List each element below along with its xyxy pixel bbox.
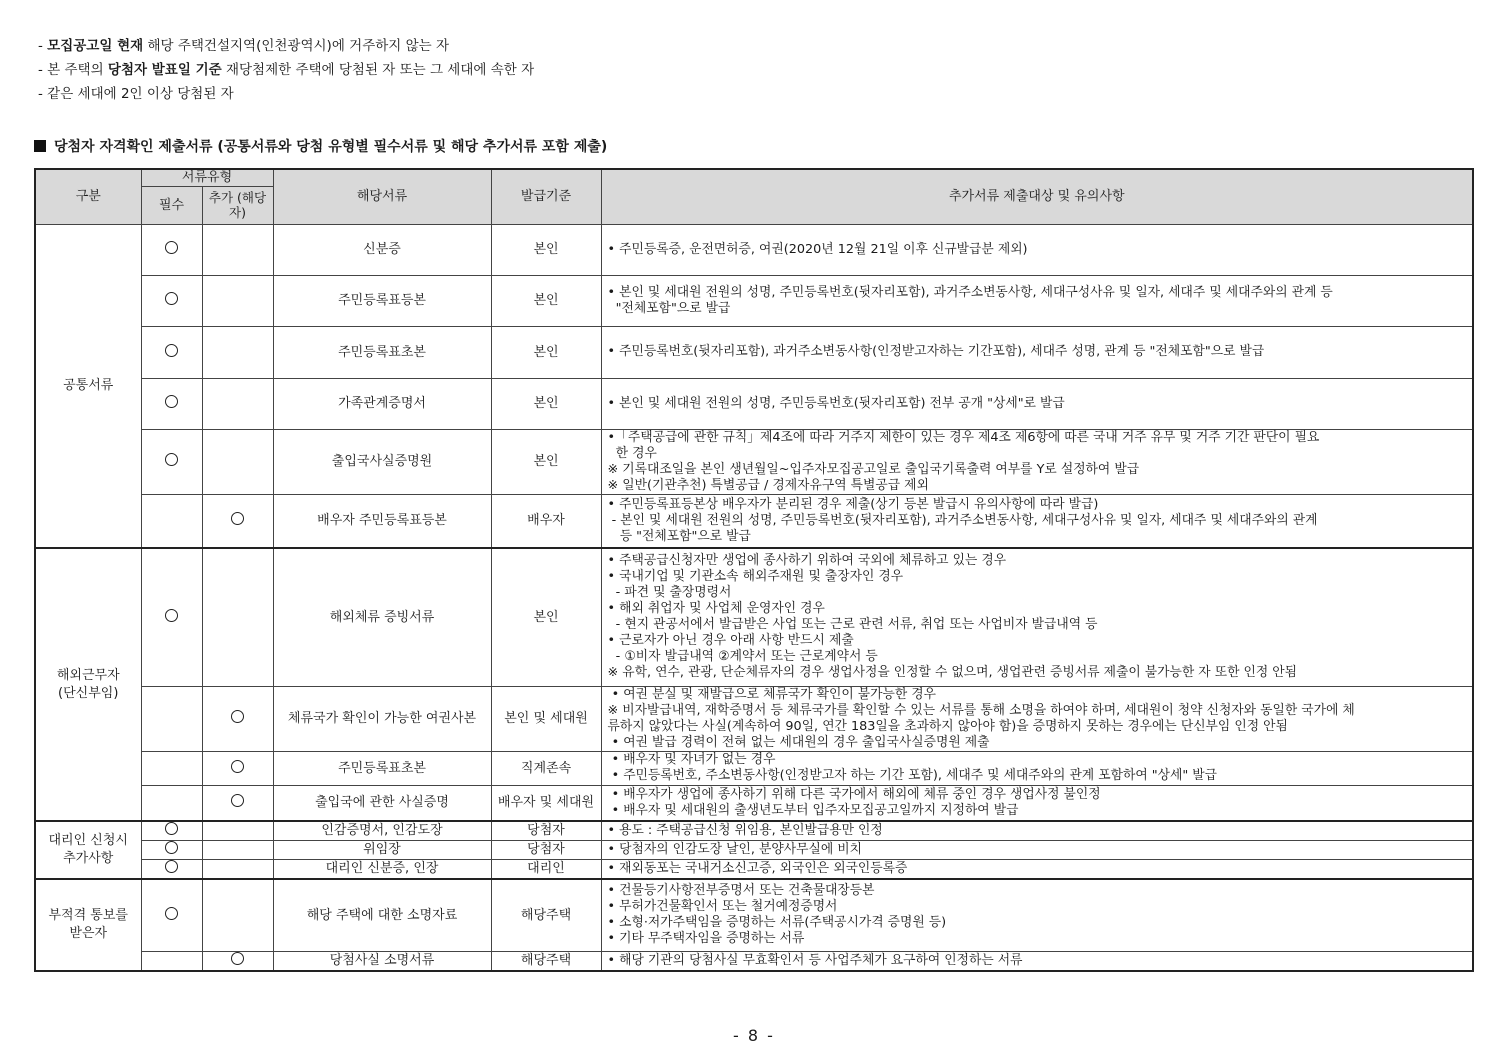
table-row (35, 378, 1473, 429)
required-mark-cell (141, 751, 202, 785)
issuance-basis-cell: 배우자 및 세대원 (491, 785, 601, 821)
note-line: ※ 일반(기관추천) 특별공급 / 경제자유구역 특별공급 제외 (607, 477, 929, 493)
note-line: • 용도 : 주택공급신청 위임용, 본인발급용만 인정 (607, 822, 883, 838)
document-name-cell: 주민등록표등본 (273, 275, 491, 326)
note-line: 류하지 않았다는 사실(계속하여 90일, 연간 183일을 초과하지 않아야 함)을 증명하지 못하는 경우에는 단신부임 인정 안됨 (607, 718, 1288, 734)
notes-cell (601, 859, 1473, 879)
header-issuance: 발급기준 (491, 169, 601, 224)
circle-mark-icon (231, 760, 244, 773)
circle-mark-icon (165, 453, 178, 466)
table-row (35, 840, 1473, 859)
notes-cell (601, 751, 1473, 785)
circle-mark-icon (165, 395, 178, 408)
issuance-basis-cell: 본인 (491, 275, 601, 326)
notes-cell (601, 224, 1473, 275)
document-name-cell: 대리인 신분증, 인장 (273, 859, 491, 879)
circle-mark-icon (165, 860, 178, 873)
circle-mark-icon (231, 710, 244, 723)
required-mark-cell (141, 275, 202, 326)
document-name-cell: 배우자 주민등록표등본 (273, 494, 491, 548)
header-notes: 추가서류 제출대상 및 유의사항 (601, 169, 1473, 224)
additional-mark-cell (202, 686, 273, 751)
circle-mark-icon (165, 609, 178, 622)
additional-mark-cell (202, 429, 273, 494)
note-line: • 기타 무주택자임을 증명하는 서류 (607, 931, 805, 947)
additional-mark-cell (202, 751, 273, 785)
table-row (35, 494, 1473, 548)
notes-cell (601, 840, 1473, 859)
issuance-basis-cell: 해당주택 (491, 951, 601, 971)
note-line: • 본인 및 세대원 전원의 성명, 주민등록번호(뒷자리포함), 과거주소변동사항, 세대구성사유 및 일자, 세대주 및 세대주와의 관계 등 (607, 284, 1333, 300)
notes-cell (601, 821, 1473, 840)
note-line: • 배우자가 생업에 종사하기 위해 다른 국가에서 해외에 체류 중인 경우 생업사정 불인정 (607, 786, 1101, 802)
notes-cell (601, 378, 1473, 429)
note-line: - 본인 및 세대원 전원의 성명, 주민등록번호(뒷자리포함), 과거주소변동사항, 세대구성사유 및 일자, 세대주 및 세대주와의 관계 (607, 512, 1318, 528)
circle-mark-icon (165, 822, 178, 835)
note-line: •「주택공급에 관한 규칙」제4조에 따라 거주지 제한이 있는 경우 제4조 제6항에 따른 국내 거주 유무 및 거주 기간 판단이 필요 (607, 429, 1320, 445)
section-title: 당첨자 자격확인 제출서류 (공통서류와 당첨 유형별 필수서류 및 해당 추가서류 포함 제출) (34, 136, 607, 156)
note-line: • 소형·저가주택임을 증명하는 서류(주택공시가격 증명원 등) (607, 915, 947, 931)
issuance-basis-cell: 당첨자 (491, 821, 601, 840)
document-name-cell: 신분증 (273, 224, 491, 275)
circle-mark-icon (231, 794, 244, 807)
issuance-basis-cell: 당첨자 (491, 840, 601, 859)
note-line: - 파견 및 출장명령서 (607, 585, 732, 601)
notes-cell (601, 785, 1473, 821)
table-row (35, 821, 1473, 840)
circle-mark-icon (165, 344, 178, 357)
note-line: • 재외동포는 국내거소신고증, 외국인은 외국인등록증 (607, 860, 908, 876)
note-line: • 주택공급신청자만 생업에 종사하기 위하여 국외에 체류하고 있는 경우 (607, 553, 1007, 569)
note-line: • 해당 기관의 당첨사실 무효확인서 등 사업주체가 요구하여 인정하는 서류 (607, 952, 1023, 968)
issuance-basis-cell: 본인 (491, 378, 601, 429)
document-name-cell: 당첨사실 소명서류 (273, 951, 491, 971)
issuance-basis-cell: 대리인 (491, 859, 601, 879)
notes-cell (601, 686, 1473, 751)
document-name-cell: 주민등록표초본 (273, 751, 491, 785)
note-line: • 본인 및 세대원 전원의 성명, 주민등록번호(뒷자리포함) 전부 공개 "상세"로 발급 (607, 395, 1065, 411)
note-line: • 주민등록번호(뒷자리포함), 과거주소변동사항(인정받고자하는 기간포함), 세대주 성명, 관계 등 "전체포함"으로 발급 (607, 344, 1265, 359)
issuance-basis-cell: 해당주택 (491, 879, 601, 951)
header-required: 필수 (141, 186, 202, 224)
document-name-cell: 가족관계증명서 (273, 378, 491, 429)
group-label-cell: 대리인 신청시 추가사항 (35, 821, 141, 879)
table-row (35, 275, 1473, 326)
document-name-cell: 해외체류 증빙서류 (273, 548, 491, 686)
required-mark-cell (141, 879, 202, 951)
table-row (35, 548, 1473, 686)
circle-mark-icon (231, 952, 244, 965)
note-line: 한 경우 (607, 445, 657, 461)
table-row (35, 429, 1473, 494)
note-line: • 배우자 및 세대원의 출생년도부터 입주자모집공고일까지 지정하여 발급 (607, 802, 1019, 818)
required-mark-cell (141, 326, 202, 378)
required-mark-cell (141, 859, 202, 879)
issuance-basis-cell: 직계존속 (491, 751, 601, 785)
document-name-cell: 해당 주택에 대한 소명자료 (273, 879, 491, 951)
note-line: • 근로자가 아닌 경우 아래 사항 반드시 제출 (607, 633, 854, 649)
note-line: ※ 비자발급내역, 재학증명서 등 체류국가를 확인할 수 있는 서류를 통해 소명을 하여야 하며, 세대원이 청약 신청자와 동일한 국가에 체 (607, 702, 1355, 718)
table-row (35, 785, 1473, 821)
group-label-cell: 해외근무자 (단신부임) (35, 548, 141, 821)
note-line: ※ 기록대조일을 본인 생년월일~입주자모집공고일로 출입국기록출력 여부를 Y로 설정하여 발급 (607, 461, 1140, 477)
group-label-cell: 공통서류 (35, 224, 141, 548)
notes-cell (601, 494, 1473, 548)
circle-mark-icon (165, 241, 178, 254)
additional-mark-cell (202, 879, 273, 951)
issuance-basis-cell: 본인 (491, 224, 601, 275)
additional-mark-cell (202, 859, 273, 879)
note-line: • 주민등록번호, 주소변동사항(인정받고자 하는 기간 포함), 세대주 및 세대주와의 관계 포함하여 "상세" 발급 (607, 768, 1218, 783)
circle-mark-icon (165, 292, 178, 305)
intro-line: - 본 주택의 당첨자 발표일 기준 재당첨제한 주택에 당첨된 자 또는 그 세대에 속한 자 (38, 62, 535, 78)
issuance-basis-cell: 본인 (491, 326, 601, 378)
additional-mark-cell (202, 951, 273, 971)
required-mark-cell (141, 840, 202, 859)
issuance-basis-cell: 본인 (491, 548, 601, 686)
document-name-cell: 주민등록표초본 (273, 326, 491, 378)
note-line: • 해외 취업자 및 사업체 운영자인 경우 (607, 601, 825, 617)
additional-mark-cell (202, 548, 273, 686)
required-mark-cell (141, 378, 202, 429)
note-line: • 여권 분실 및 재발급으로 체류국가 확인이 불가능한 경우 (607, 686, 936, 702)
table-row (35, 879, 1473, 951)
note-line: • 주민등록표등본상 배우자가 분리된 경우 제출(상기 등본 발급시 유의사항에 따라 발급) (607, 496, 1099, 512)
document-name-cell: 출입국에 관한 사실증명 (273, 785, 491, 821)
additional-mark-cell (202, 821, 273, 840)
header-document: 해당서류 (273, 169, 491, 224)
required-mark-cell (141, 951, 202, 971)
note-line: • 무허가건물확인서 또는 철거예정증명서 (607, 899, 838, 915)
note-line: • 국내기업 및 기관소속 해외주재원 및 출장자인 경우 (607, 569, 904, 585)
table-row (35, 224, 1473, 275)
required-mark-cell (141, 224, 202, 275)
required-mark-cell (141, 429, 202, 494)
intro-bullet-list (38, 34, 534, 106)
additional-mark-cell (202, 224, 273, 275)
header-doc-type: 서류유형 (141, 169, 273, 186)
document-name-cell: 체류국가 확인이 가능한 여권사본 (273, 686, 491, 751)
issuance-basis-cell: 본인 및 세대원 (491, 686, 601, 751)
table-row (35, 859, 1473, 879)
required-mark-cell (141, 548, 202, 686)
additional-mark-cell (202, 494, 273, 548)
header-category: 구분 (35, 169, 141, 224)
page-number: - 8 - (733, 1026, 775, 1045)
note-line: • 주민등록증, 운전면허증, 여권(2020년 12월 21일 이후 신규발급분 제외) (607, 241, 1028, 257)
required-mark-cell (141, 785, 202, 821)
notes-cell (601, 951, 1473, 971)
intro-line: - 같은 세대에 2인 이상 당첨된 자 (38, 86, 234, 102)
note-line: "전체포함"으로 발급 (607, 300, 731, 316)
note-line: • 배우자 및 자녀가 없는 경우 (607, 752, 776, 767)
square-bullet-icon (34, 140, 46, 152)
required-mark-cell (141, 686, 202, 751)
note-line: • 당첨자의 인감도장 날인, 분양사무실에 비치 (607, 841, 862, 857)
required-mark-cell (141, 821, 202, 840)
note-line: 등 "전체포함"으로 발급 (607, 528, 751, 544)
note-line: • 건물등기사항전부증명서 또는 건축물대장등본 (607, 883, 875, 899)
intro-line: - 모집공고일 현재 해당 주택건설지역(인천광역시)에 거주하지 않는 자 (38, 38, 450, 54)
additional-mark-cell (202, 785, 273, 821)
document-name-cell: 출입국사실증명원 (273, 429, 491, 494)
circle-mark-icon (231, 512, 244, 525)
notes-cell (601, 429, 1473, 494)
note-line: • 여권 발급 경력이 전혀 없는 세대원의 경우 출입국사실증명원 제출 (607, 734, 990, 750)
table-row (35, 686, 1473, 751)
additional-mark-cell (202, 326, 273, 378)
additional-mark-cell (202, 275, 273, 326)
document-name-cell: 위임장 (273, 840, 491, 859)
issuance-basis-cell: 배우자 (491, 494, 601, 548)
table-row (35, 326, 1473, 378)
note-line: ※ 유학, 연수, 관광, 단순체류자의 경우 생업사정을 인정할 수 없으며, 생업관련 증빙서류 제출이 불가능한 자 또한 인정 안됨 (607, 665, 1298, 681)
note-line: - 현지 관공서에서 발급받은 사업 또는 근로 관련 서류, 취업 또는 사업비자 발급내역 등 (607, 617, 1098, 633)
additional-mark-cell (202, 378, 273, 429)
notes-cell (601, 275, 1473, 326)
circle-mark-icon (165, 841, 178, 854)
group-label-cell: 부적격 통보를 받은자 (35, 879, 141, 971)
document-name-cell: 인감증명서, 인감도장 (273, 821, 491, 840)
table-row (35, 751, 1473, 785)
table-row (35, 951, 1473, 971)
required-mark-cell (141, 494, 202, 548)
header-additional: 추가 (해당자) (202, 186, 273, 224)
documents-table (34, 168, 1474, 972)
notes-cell (601, 326, 1473, 378)
notes-cell (601, 879, 1473, 951)
additional-mark-cell (202, 840, 273, 859)
circle-mark-icon (165, 907, 178, 920)
notes-cell (601, 548, 1473, 686)
note-line: - ①비자 발급내역 ②계약서 또는 근로계약서 등 (607, 649, 878, 665)
issuance-basis-cell: 본인 (491, 429, 601, 494)
